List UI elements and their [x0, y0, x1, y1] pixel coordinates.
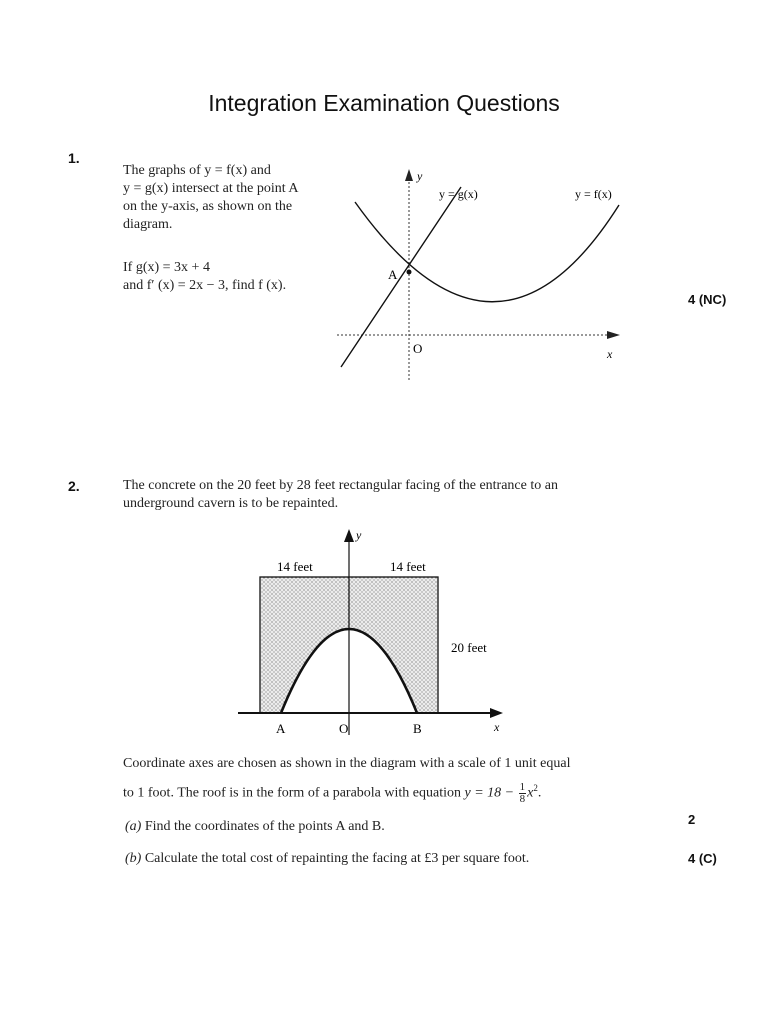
question-1-number: 1. [68, 150, 80, 166]
origin-label: O [339, 721, 349, 736]
q2-desc-text: to 1 foot. The roof is in the form of a parabola with equation [123, 785, 465, 801]
page-title: Integration Examination Questions [208, 90, 560, 116]
q1-given-line: If g(x) = 3x + 4 [123, 260, 210, 275]
question-2-part-b [125, 850, 529, 868]
curve-f-label: y = f(x) [575, 187, 612, 201]
question-2-diagram [235, 525, 525, 740]
question-1-given [123, 259, 286, 295]
q2-intro-line: underground cavern is to be repainted. [123, 496, 339, 511]
y-axis-label: y [417, 169, 423, 183]
point-a-label: A [276, 721, 286, 736]
q2-intro-line: The concrete on the 20 feet by 28 feet rectangular facing of the entrance to an [123, 478, 558, 493]
point-a-label: A [388, 267, 398, 282]
question-2-number: 2. [68, 478, 80, 494]
question-1-diagram [335, 165, 635, 380]
point-a-marker [407, 270, 412, 275]
question-2-description-line-2 [123, 779, 541, 805]
x-axis-label: x [494, 720, 500, 734]
equation-exponent: 2 [533, 783, 538, 793]
part-a-text: Find the coordinates of the points A and B. [144, 819, 385, 834]
part-b-tag: (b) [125, 851, 142, 866]
x-axis-label: x [607, 347, 613, 361]
y-axis-arrow-icon [405, 169, 413, 181]
part-b-marks: 4 (C) [688, 851, 717, 866]
q1-text-line: diagram. [123, 217, 173, 232]
y-axis-label: y [356, 528, 362, 542]
part-a-tag: (a) [125, 819, 142, 834]
line-g [341, 187, 461, 367]
equation-fraction [519, 782, 527, 805]
fraction-numerator: 1 [519, 780, 526, 793]
line-g-label: y = g(x) [439, 187, 478, 201]
fraction-denominator: 8 [519, 792, 526, 805]
width-left-label: 14 feet [277, 559, 313, 574]
q1-given-line: and f′ (x) = 2x − 3, find f (x). [123, 278, 287, 293]
part-b-text: Calculate the total cost of repainting the facing at £3 per square foot. [144, 851, 530, 866]
y-axis-arrow-icon [344, 529, 354, 542]
q1-text-line: The graphs of y = f(x) and [123, 163, 271, 178]
width-right-label: 14 feet [390, 559, 426, 574]
question-2-description-line-1: Coordinate axes are chosen as shown in the diagram with a scale of 1 unit equal [123, 756, 571, 771]
question-2-intro [123, 477, 558, 513]
question-1-text [123, 162, 298, 234]
point-b-label: B [413, 721, 422, 736]
question-2-part-a [125, 818, 385, 836]
height-label: 20 feet [451, 640, 487, 655]
equation-lhs: y = 18 − [464, 785, 518, 801]
equation-trail: . [537, 785, 542, 801]
origin-label: O [413, 341, 423, 356]
q1-text-line: y = g(x) intersect at the point A [123, 181, 299, 196]
x-axis-arrow-icon [490, 708, 503, 718]
part-a-marks: 2 [688, 812, 696, 827]
q1-text-line: on the y-axis, as shown on the [123, 199, 293, 214]
question-1-marks: 4 (NC) [688, 292, 727, 307]
x-axis-arrow-icon [607, 331, 620, 339]
equation-variable: x [527, 785, 534, 801]
